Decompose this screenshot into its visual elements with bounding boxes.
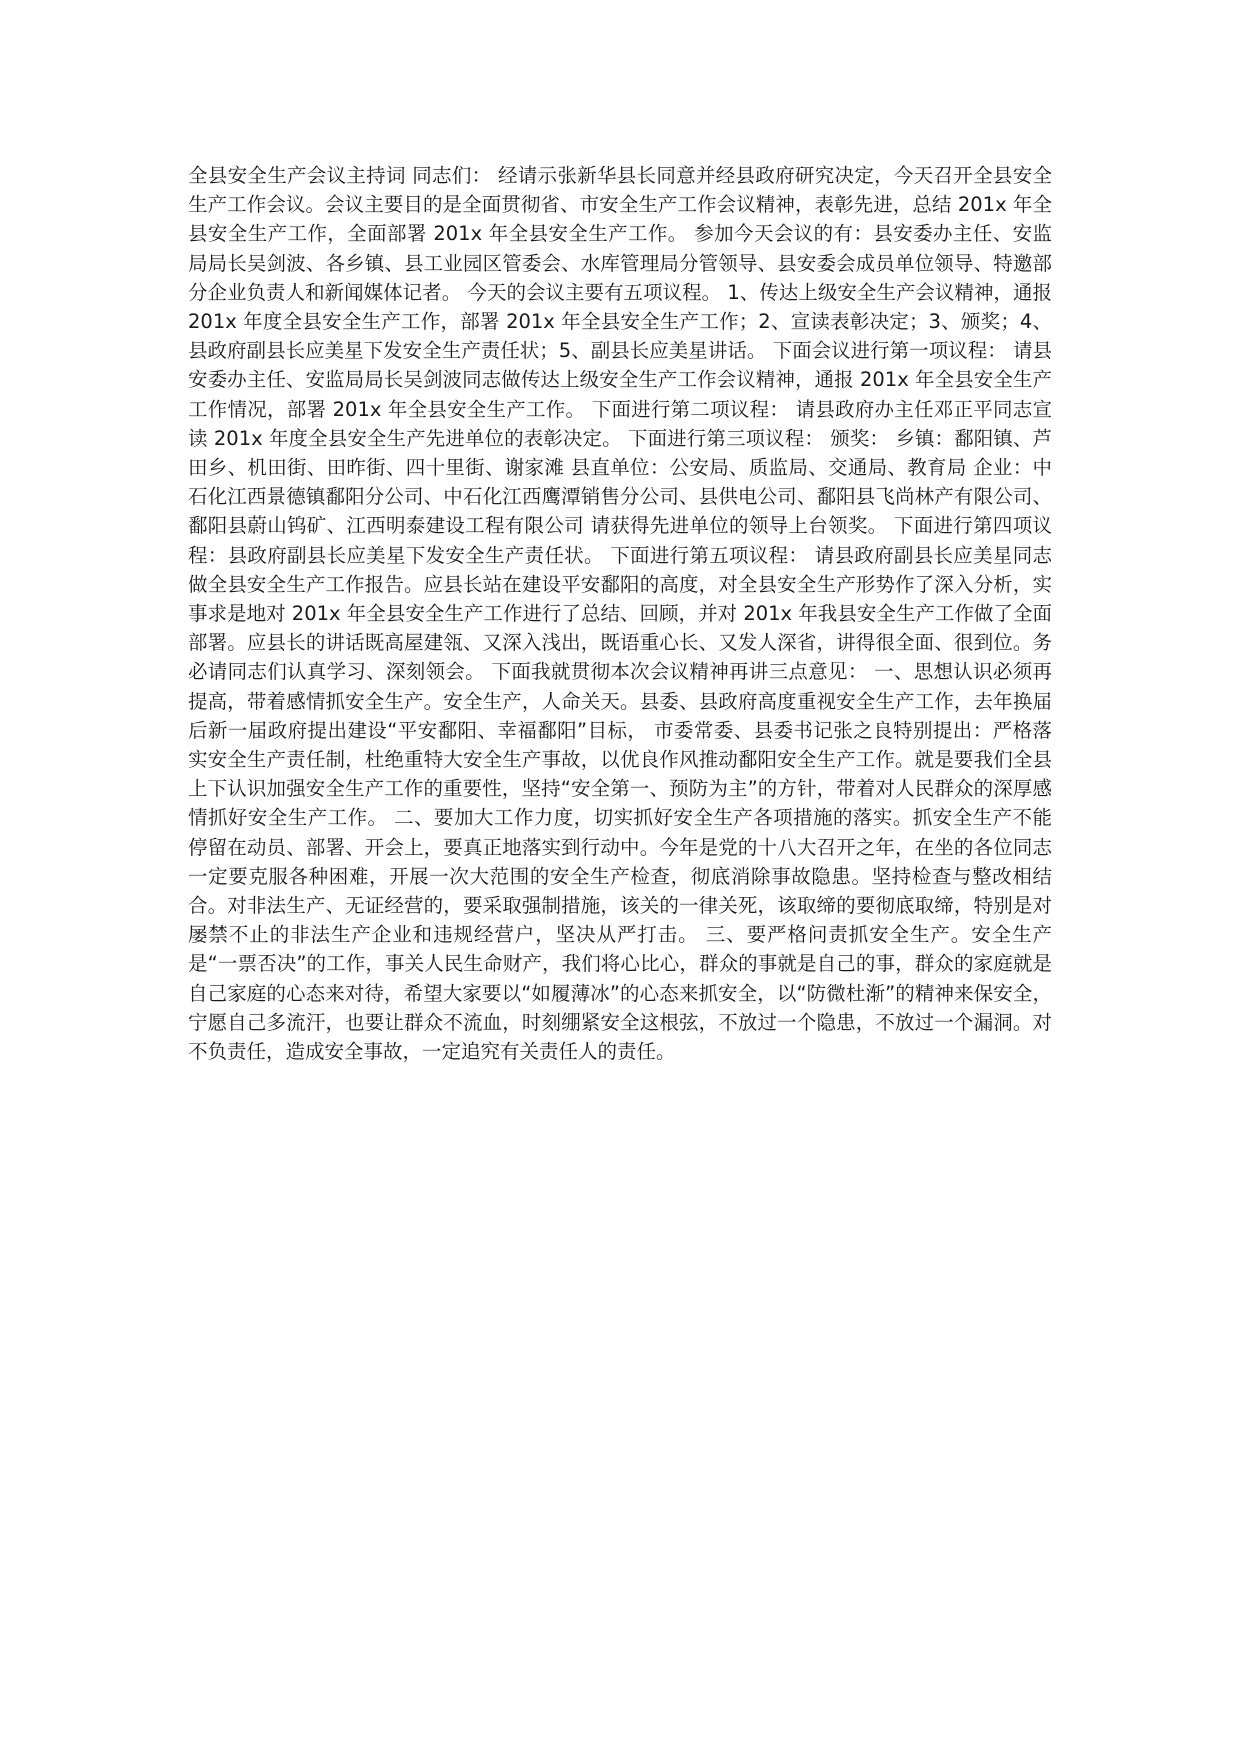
document-body-text: 全县安全生产会议主持词 同志们： 经请示张新华县长同意并经县政府研究决定，今天召开全县安全生产工作会议。会议主要目的是全面贯彻省、市安全生产工作会议精神，表彰先进，总结 201x 年全县安全生产工作，全面部署 201x 年全县安全生产工作。 参加今天会议的有：县安委办主任、安监局局长吴剑波、各乡镇、县工业园区管委会、水库管理局分管领导、县安委会成员单位领导、特邀部分企业负责人和新闻媒体记者。 今天的会议主要有五项议程。 1、传达上级安全生产会议精神，通报 201x 年度全县安全生产工作，部署 201x 年全县安全生产工作；2、宣读表彰决定；3、颁奖；4、县政府副县长应美星下发安全生产责任状；5、副县长应美星讲话。 下面会议进行第一项议程： 请县安委办主任、安监局局长吴剑波同志做传达上级安全生产工作会议精神，通报 201x 年全县安全生产工作情况，部署 201x 年全县安全生产工作。 下面进行第二项议程： 请县政府办主任邓正平同志宣读 201x 年度全县安全生产先进单位的表彰决定。 下面进行第三项议程： 颁奖： 乡镇：鄱阳镇、芦田乡、机田街、田昨街、四十里街、谢家滩 县直单位：公安局、质监局、交通局、教育局 企业：中石化江西景德镇鄱阳分公司、中石化江西鹰潭销售分公司、县供电公司、鄱阳县飞尚林产有限公司、鄱阳县蔚山钨矿、江西明泰建设工程有限公司 请获得先进单位的领导上台领奖。 下面进行第四项议程：县政府副县长应美星下发安全生产责任状。 下面进行第五项议程： 请县政府副县长应美星同志做全县安全生产工作报告。应县长站在建设平安鄱阳的高度，对全县安全生产形势作了深入分析，实事求是地对 201x 年全县安全生产工作进行了总结、回顾，并对 201x 年我县安全生产工作做了全面部署。应县长的讲话既高屋建瓴、又深入浅出，既语重心长、又发人深省，讲得很全面、很到位。务必请同志们认真学习、深刻领会。 下面我就贯彻本次会议精神再讲三点意见： 一、思想认识必须再提高，带着感情抓安全生产。安全生产，人命关天。县委、县政府高度重视安全生产工作，去年换届后新一届政府提出建设“平安鄱阳、幸福鄱阳”目标， 市委常委、县委书记张之良特别提出：严格落实安全生产责任制，杜绝重特大安全生产事故，以优良作风推动鄱阳安全生产工作。就是要我们全县上下认识加强安全生产工作的重要性，坚持“安全第一、预防为主”的方针，带着对人民群众的深厚感情抓好安全生产工作。 二、要加大工作力度，切实抓好安全生产各项措施的落实。抓安全生产不能停留在动员、部署、开会上，要真正地落实到行动中。今年是党的十八大召开之年，在坐的各位同志一定要克服各种困难，开展一次大范围的安全生产检查，彻底消除事故隐患。坚持检查与整改相结合。对非法生产、无证经营的，要采取强制措施，该关的一律关死，该取缔的要彻底取缔，特别是对屡禁不止的非法生产企业和违规经营户，坚决从严打击。 三、要严格问责抓安全生产。安全生产是“一票否决”的工作，事关人民生命财产，我们将心比心，群众的事就是自己的事，群众的家庭就是自己家庭的心态来对待，希望大家要以“如履薄冰”的心态来抓安全，以“防微杜渐”的精神来保安全，宁愿自己多流汗，也要让群众不流血，时刻绷紧安全这根弦，不放过一个隐患，不放过一个漏洞。对不负责任，造成安全事故，一定追究有关责任人的责任。: [188, 164, 1052, 1064]
